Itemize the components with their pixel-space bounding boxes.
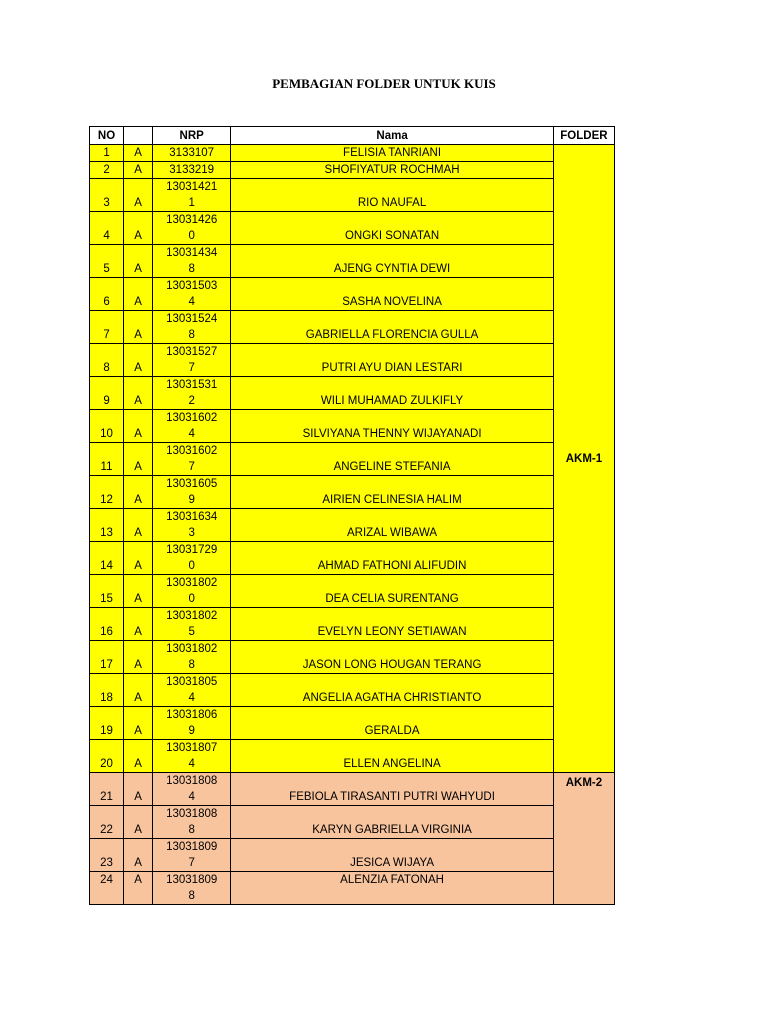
nrp-part: 13031531 xyxy=(166,379,218,391)
nrp-part: 13031802 xyxy=(166,577,218,589)
nrp-part: 3 xyxy=(188,527,195,539)
table-row xyxy=(90,278,615,311)
nrp-part: 3133219 xyxy=(169,164,215,176)
nrp-part: 13031634 xyxy=(166,511,218,523)
row-nama: PUTRI AYU DIAN LESTARI xyxy=(231,344,554,377)
row-class: A xyxy=(124,410,153,443)
row-nrp xyxy=(153,674,231,707)
nrp-part: 4 xyxy=(188,296,195,308)
row-no: 14 xyxy=(90,542,124,575)
row-nrp xyxy=(153,344,231,377)
nrp-part: 7 xyxy=(188,461,195,473)
row-class: A xyxy=(124,476,153,509)
row-nrp xyxy=(153,145,231,162)
table-row xyxy=(90,212,615,245)
row-no: 4 xyxy=(90,212,124,245)
row-class: A xyxy=(124,509,153,542)
row-no: 9 xyxy=(90,377,124,410)
page-title: PEMBAGIAN FOLDER UNTUK KUIS xyxy=(272,76,496,91)
table-row xyxy=(90,641,615,674)
table-row xyxy=(90,443,615,476)
nrp-part: 13031809 xyxy=(166,874,218,886)
table-row xyxy=(90,410,615,443)
row-class: A xyxy=(124,278,153,311)
nrp-part: 13031524 xyxy=(166,313,218,325)
row-nama: ANGELIA AGATHA CHRISTIANTO xyxy=(231,674,554,707)
folder-table xyxy=(89,126,615,905)
table-row xyxy=(90,707,615,740)
row-nama: ANGELINE STEFANIA xyxy=(231,443,554,476)
table-row xyxy=(90,674,615,707)
nrp-part: 5 xyxy=(188,626,195,638)
nrp-part: 4 xyxy=(188,758,195,770)
row-class: A xyxy=(124,542,153,575)
row-class: A xyxy=(124,674,153,707)
row-class: A xyxy=(124,212,153,245)
nrp-part: 4 xyxy=(188,692,195,704)
row-nrp xyxy=(153,806,231,839)
nrp-part: 9 xyxy=(188,725,195,737)
nrp-part: 8 xyxy=(188,890,195,902)
table-row xyxy=(90,509,615,542)
row-class: A xyxy=(124,377,153,410)
nrp-part: 13031421 xyxy=(166,181,218,193)
nrp-part: 13031807 xyxy=(166,742,218,754)
nrp-part: 13031806 xyxy=(166,709,218,721)
row-nrp xyxy=(153,476,231,509)
row-class: A xyxy=(124,245,153,278)
header-folder: FOLDER xyxy=(553,127,614,145)
row-nama: GABRIELLA FLORENCIA GULLA xyxy=(231,311,554,344)
nrp-part: 3133107 xyxy=(169,147,215,159)
row-class: A xyxy=(124,179,153,212)
row-nrp xyxy=(153,509,231,542)
table-row xyxy=(90,839,615,872)
table-row xyxy=(90,773,615,806)
row-class: A xyxy=(124,162,153,179)
header-class xyxy=(124,127,153,145)
folder-cell: AKM-2 xyxy=(553,773,614,905)
row-no: 15 xyxy=(90,575,124,608)
nrp-part: 13031503 xyxy=(166,280,218,292)
row-nama: WILI MUHAMAD ZULKIFLY xyxy=(231,377,554,410)
row-nrp xyxy=(153,839,231,872)
folder-cell: AKM-1 xyxy=(553,145,614,773)
header-nrp: NRP xyxy=(153,127,231,145)
nrp-part: 1 xyxy=(188,197,195,209)
nrp-part: 13031527 xyxy=(166,346,218,358)
header-nama: Nama xyxy=(231,127,554,145)
table-row xyxy=(90,608,615,641)
row-no: 17 xyxy=(90,641,124,674)
nrp-part: 8 xyxy=(188,659,195,671)
table-row xyxy=(90,377,615,410)
row-no: 12 xyxy=(90,476,124,509)
row-no: 19 xyxy=(90,707,124,740)
nrp-part: 4 xyxy=(188,791,195,803)
row-no: 22 xyxy=(90,806,124,839)
nrp-part: 13031729 xyxy=(166,544,218,556)
row-no: 1 xyxy=(90,145,124,162)
header-no: NO xyxy=(90,127,124,145)
row-nama: DEA CELIA SURENTANG xyxy=(231,575,554,608)
table-row xyxy=(90,245,615,278)
row-nama: SHOFIYATUR ROCHMAH xyxy=(231,162,554,179)
nrp-part: 13031602 xyxy=(166,412,218,424)
row-no: 2 xyxy=(90,162,124,179)
row-nrp xyxy=(153,773,231,806)
nrp-part: 0 xyxy=(188,230,195,242)
row-class: A xyxy=(124,608,153,641)
nrp-part: 13031802 xyxy=(166,610,218,622)
table-row xyxy=(90,311,615,344)
row-nrp xyxy=(153,162,231,179)
row-nrp xyxy=(153,542,231,575)
row-nrp xyxy=(153,707,231,740)
row-no: 11 xyxy=(90,443,124,476)
table-row xyxy=(90,806,615,839)
nrp-part: 13031605 xyxy=(166,478,218,490)
row-no: 23 xyxy=(90,839,124,872)
nrp-part: 13031426 xyxy=(166,214,218,226)
row-class: A xyxy=(124,575,153,608)
row-nama: RIO NAUFAL xyxy=(231,179,554,212)
row-no: 21 xyxy=(90,773,124,806)
row-nama: ELLEN ANGELINA xyxy=(231,740,554,773)
row-no: 6 xyxy=(90,278,124,311)
header-row xyxy=(90,127,615,145)
row-nama: FELISIA TANRIANI xyxy=(231,145,554,162)
row-class: A xyxy=(124,707,153,740)
nrp-part: 13031808 xyxy=(166,775,218,787)
row-nrp xyxy=(153,872,231,905)
row-nama: FEBIOLA TIRASANTI PUTRI WAHYUDI xyxy=(231,773,554,806)
row-nama: GERALDA xyxy=(231,707,554,740)
row-nrp xyxy=(153,245,231,278)
row-class: A xyxy=(124,872,153,905)
row-nama: JASON LONG HOUGAN TERANG xyxy=(231,641,554,674)
table-row xyxy=(90,145,615,162)
row-no: 8 xyxy=(90,344,124,377)
row-nrp xyxy=(153,443,231,476)
row-nrp xyxy=(153,179,231,212)
nrp-part: 7 xyxy=(188,857,195,869)
row-no: 7 xyxy=(90,311,124,344)
row-class: A xyxy=(124,839,153,872)
table-row xyxy=(90,344,615,377)
row-no: 18 xyxy=(90,674,124,707)
row-nrp xyxy=(153,212,231,245)
row-class: A xyxy=(124,806,153,839)
nrp-part: 4 xyxy=(188,428,195,440)
row-no: 20 xyxy=(90,740,124,773)
nrp-part: 13031809 xyxy=(166,841,218,853)
nrp-part: 9 xyxy=(188,494,195,506)
nrp-part: 8 xyxy=(188,263,195,275)
row-no: 24 xyxy=(90,872,124,905)
row-class: A xyxy=(124,740,153,773)
row-nrp xyxy=(153,740,231,773)
nrp-part: 13031434 xyxy=(166,247,218,259)
row-nama: ALENZIA FATONAH xyxy=(231,872,554,905)
row-nama: SILVIYANA THENNY WIJAYANADI xyxy=(231,410,554,443)
row-nrp xyxy=(153,311,231,344)
row-no: 3 xyxy=(90,179,124,212)
row-no: 5 xyxy=(90,245,124,278)
row-nama: AIRIEN CELINESIA HALIM xyxy=(231,476,554,509)
nrp-part: 13031808 xyxy=(166,808,218,820)
nrp-part: 7 xyxy=(188,362,195,374)
table-row xyxy=(90,162,615,179)
table-row xyxy=(90,542,615,575)
row-no: 13 xyxy=(90,509,124,542)
row-nrp xyxy=(153,410,231,443)
row-nrp xyxy=(153,278,231,311)
nrp-part: 13031602 xyxy=(166,445,218,457)
row-no: 16 xyxy=(90,608,124,641)
nrp-part: 13031802 xyxy=(166,643,218,655)
row-nama: AHMAD FATHONI ALIFUDIN xyxy=(231,542,554,575)
row-nrp xyxy=(153,377,231,410)
row-nrp xyxy=(153,575,231,608)
row-nama: KARYN GABRIELLA VIRGINIA xyxy=(231,806,554,839)
nrp-part: 0 xyxy=(188,560,195,572)
row-nrp xyxy=(153,641,231,674)
row-nama: EVELYN LEONY SETIAWAN xyxy=(231,608,554,641)
row-class: A xyxy=(124,344,153,377)
row-class: A xyxy=(124,773,153,806)
table-row xyxy=(90,179,615,212)
row-nama: AJENG CYNTIA DEWI xyxy=(231,245,554,278)
row-nama: JESICA WIJAYA xyxy=(231,839,554,872)
row-class: A xyxy=(124,641,153,674)
nrp-part: 2 xyxy=(188,395,195,407)
table-row xyxy=(90,575,615,608)
nrp-part: 13031805 xyxy=(166,676,218,688)
table-row xyxy=(90,476,615,509)
row-class: A xyxy=(124,311,153,344)
row-class: A xyxy=(124,443,153,476)
row-no: 10 xyxy=(90,410,124,443)
nrp-part: 8 xyxy=(188,824,195,836)
table-row xyxy=(90,872,615,905)
row-class: A xyxy=(124,145,153,162)
row-nama: ARIZAL WIBAWA xyxy=(231,509,554,542)
row-nama: SASHA NOVELINA xyxy=(231,278,554,311)
row-nrp xyxy=(153,608,231,641)
table-row xyxy=(90,740,615,773)
row-nama: ONGKI SONATAN xyxy=(231,212,554,245)
nrp-part: 0 xyxy=(188,593,195,605)
nrp-part: 8 xyxy=(188,329,195,341)
